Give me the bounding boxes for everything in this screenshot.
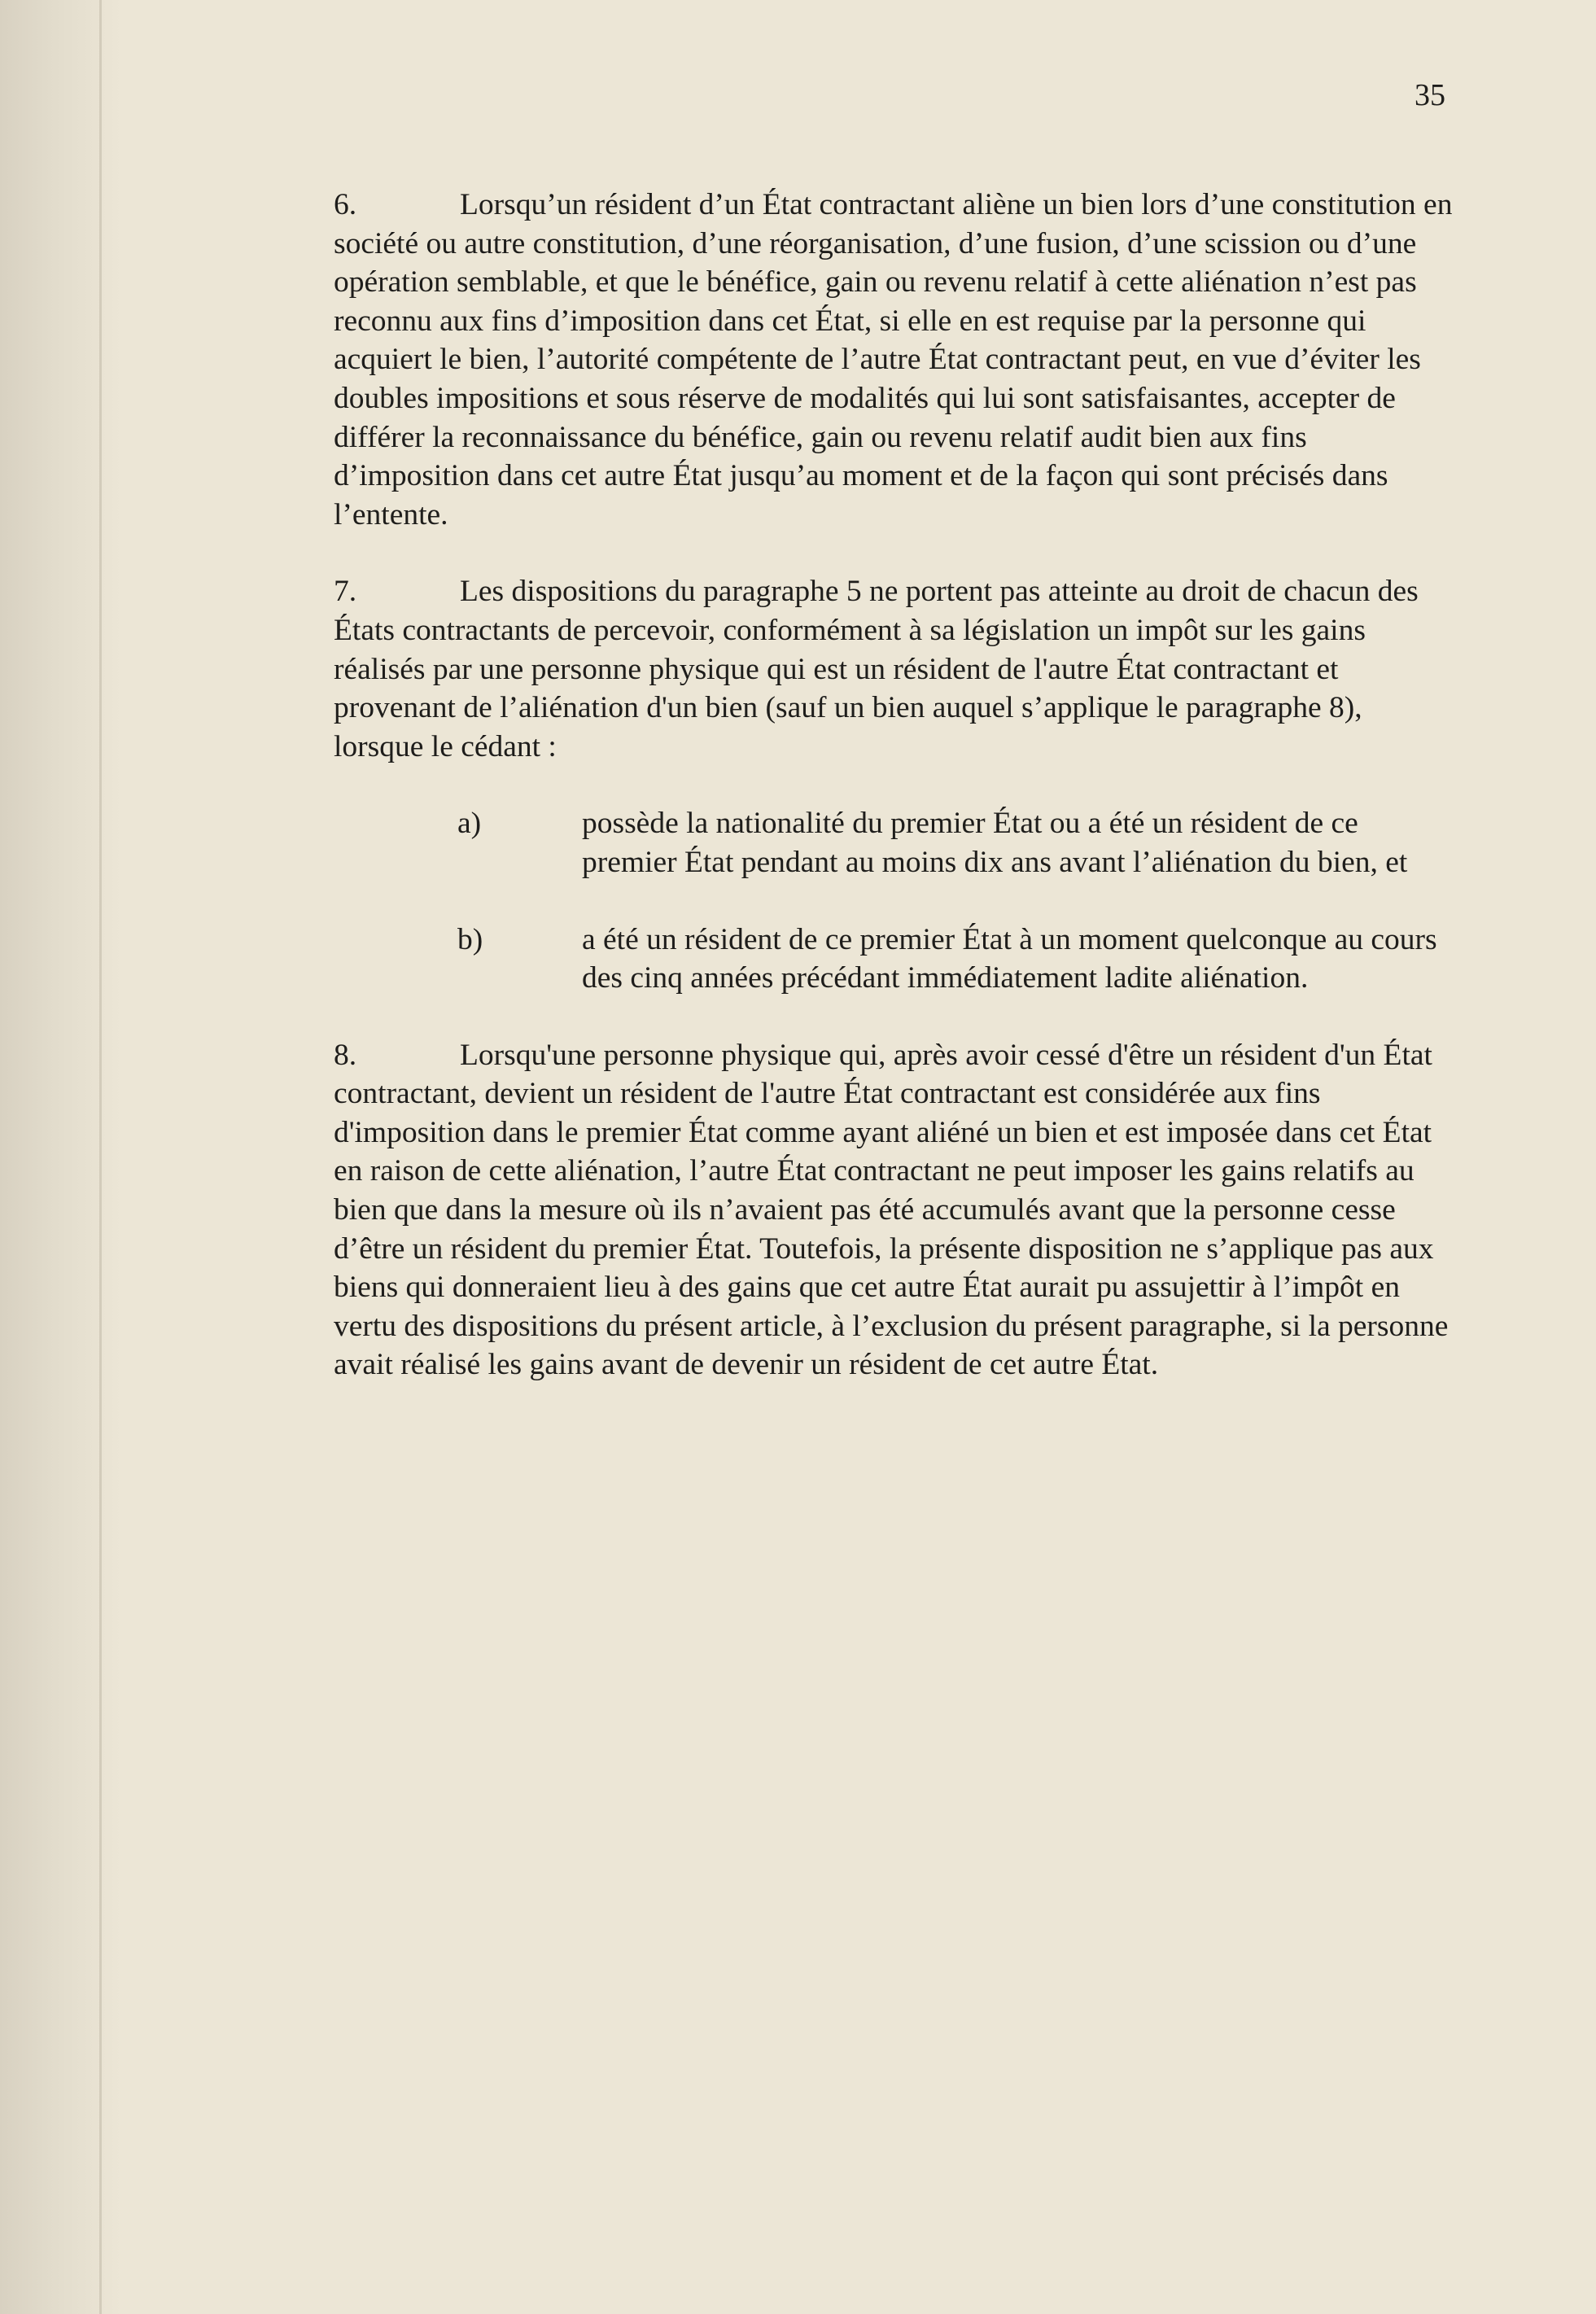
paragraph-8 [334, 1036, 1453, 1384]
page-gutter-shadow [0, 0, 122, 2314]
paragraph-text: Lorsqu’un résident d’un État contractant aliène un bien lors d’une constitution en société ou autre constitution, d’une réorganisation, d’une fusion, d’une scission ou d’une opération semblable, et que le bénéfice, gain ou revenu relatif à cette aliénation n’est pas reconnu aux fins d’imposition dans cet État, si elle en est requise par la personne qui acquiert le bien, l’autorité compétente de l’autre État contractant peut, en vue d’éviter les doubles impositions et sous réserve de modalités qui lui sont satisfaisantes, accepter de différer la reconnaissance du bénéfice, gain ou revenu relatif audit bien aux fins d’imposition dans cet autre État jusqu’au moment et de la façon qui sont précisés dans l’entente. [334, 188, 1453, 531]
subparagraph-b [334, 921, 1453, 998]
paragraph-number: 7. [334, 575, 357, 609]
paragraph-6 [334, 186, 1453, 534]
paragraph-number: 6. [334, 188, 357, 221]
page-number: 35 [1415, 78, 1445, 112]
subparagraph-a [334, 804, 1453, 881]
paragraph-text: Les dispositions du paragraphe 5 ne portent pas atteinte au droit de chacun des États contractants de percevoir, conformément à sa législation un impôt sur les gains réalisés par une personne physique qui est un résident de l'autre État contractant et provenant de l’aliénation d'un bien (sauf un bien auquel s’applique le paragraphe 8), lorsque le cédant : [334, 575, 1419, 763]
subparagraph-letter: b) [457, 922, 483, 956]
paragraph-text: Lorsqu'une personne physique qui, après avoir cessé d'être un résident d'un État contractant, devient un résident de l'autre État contractant est considérée aux fins d'imposition dans le premier État comme ayant aliéné un bien et est imposée dans cet État en raison de cette aliénation, l’autre État contractant ne peut imposer les gains relatifs au bien que dans la mesure où ils n’avaient pas été accumulés avant que la personne cesse d’être un résident du premier État. Toutefois, la présente disposition ne s’applique pas aux biens qui donneraient lieu à des gains que cet autre État aurait pu assujettir à l’impôt en vertu des dispositions du présent article, à l’exclusion du présent paragraphe, si la personne avait réalisé les gains avant de devenir un résident de cet autre État. [334, 1038, 1449, 1382]
page-spine [99, 0, 102, 2314]
subparagraph-letter: a) [457, 807, 482, 841]
paragraph-7 [334, 572, 1453, 766]
document-body [334, 186, 1453, 1423]
paragraph-number: 8. [334, 1038, 357, 1072]
subparagraph-text: a été un résident de ce premier État à un moment quelconque au cours des cinq années précédant immédiatement ladite aliénation. [582, 922, 1437, 995]
subparagraph-text: possède la nationalité du premier État ou a été un résident de ce premier État pendant au moins dix ans avant l’aliénation du bien, et [582, 807, 1408, 879]
